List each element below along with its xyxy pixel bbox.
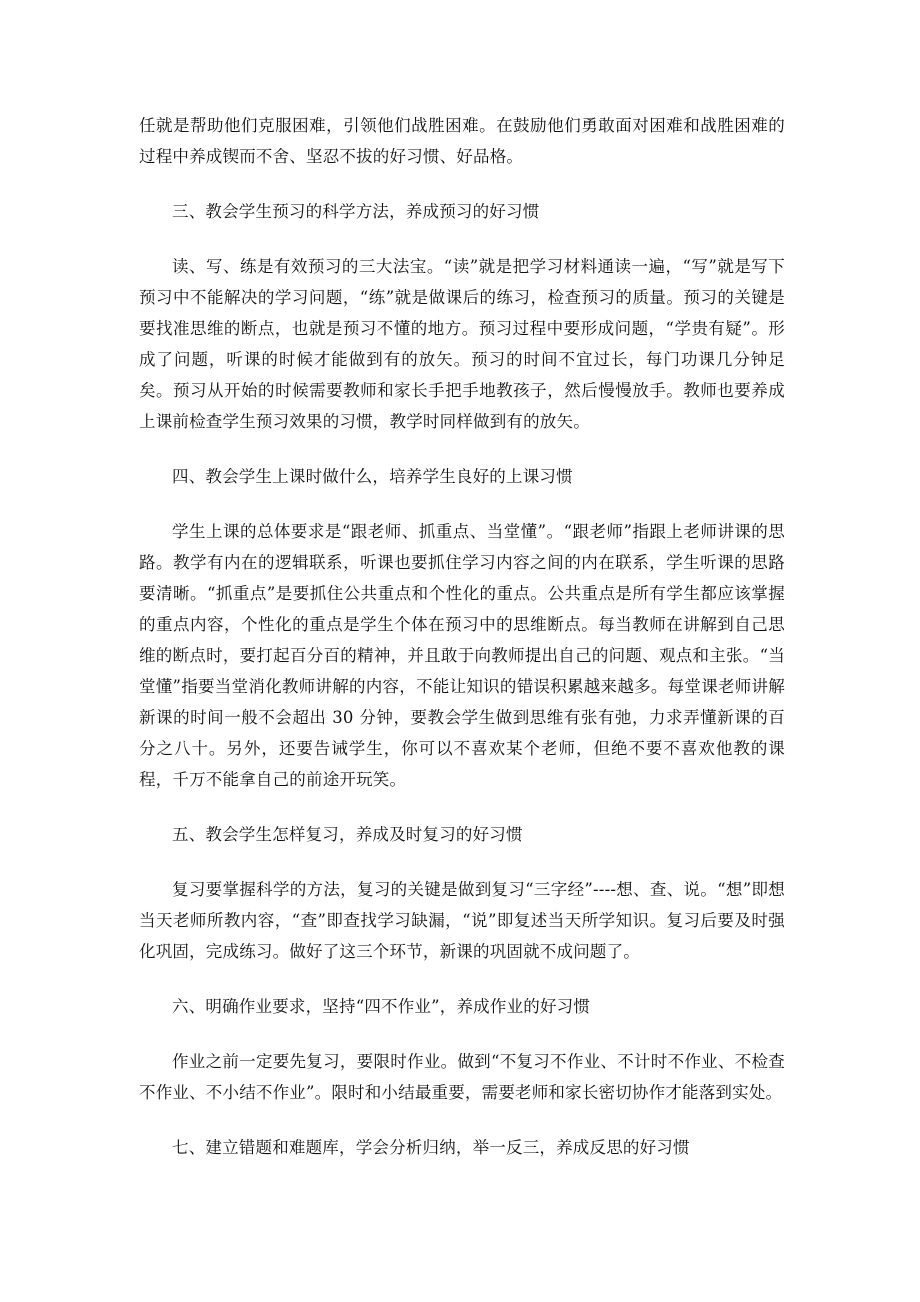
paragraph-intro-continued: 任就是帮助他们克服困难，引领他们战胜困难。在鼓励他们勇敢面对困难和战胜困难的过程中养成锲而不舍、坚忍不拔的好习惯、好品格。 [139, 116, 785, 166]
document-body [139, 110, 785, 1187]
paragraph-homework: 作业之前一定要先复习，要限时作业。做到“不复习不作业、不计时不作业、不检查不作业、不小结不作业”。限时和小结最重要，需要老师和家长密切协作才能落到实处。 [139, 1052, 785, 1102]
section-heading-4: 四、教会学生上课时做什么，培养学生良好的上课习惯 [172, 467, 573, 486]
section-heading-6: 六、明确作业要求，坚持“四不作业”，养成作业的好习惯 [172, 997, 591, 1016]
section-heading-5: 五、教会学生怎样复习，养成及时复习的好习惯 [172, 825, 523, 844]
paragraph-preview: 读、写、练是有效预习的三大法宝。“读”就是把学习材料通读一遍，“写”就是写下预习中不能解决的学习问题，“练”就是做课后的练习，检查预习的质量。预习的关键是要找准思维的断点，也就是预习不懂的地方。预习过程中要形成问题，“学贵有疑”。形成了问题，听课的时候才能做到有的放矢。预习的时间不宜过长，每门功课几分钟足矣。预习从开始的时候需要教师和家长手把手地教孩子，然后慢慢放手。教师也要养成上课前检查学生预习效果的习惯，教学时同样做到有的放矢。 [139, 257, 785, 431]
paragraph-review: 复习要掌握科学的方法，复习的关键是做到复习“三字经”----想、查、说。“想”即想当天老师所教内容，“查”即查找学习缺漏，“说”即复述当天所学知识。复习后要及时强化巩固，完成练习。做好了这三个环节，新课的巩固就不成问题了。 [139, 880, 785, 961]
section-heading-3: 三、教会学生预习的科学方法，养成预习的好习惯 [172, 202, 540, 221]
paragraph-class: 学生上课的总体要求是“跟老师、抓重点、当堂懂”。“跟老师”指跟上老师讲课的思路。教学有内在的逻辑联系，听课也要抓住学习内容之间的内在联系，学生听课的思路要清晰。“抓重点”是要抓住公共重点和个性化的重点。公共重点是所有学生都应该掌握的重点内容，个性化的重点是学生个体在预习中的思维断点。每当教师在讲解到自己思维的断点时，要打起百分百的精神，并且敢于向教师提出自己的问题、观点和主张。“当堂懂”指要当堂消化教师讲解的内容，不能让知识的错误积累越来越多。每堂课老师讲解新课的时间一般不会超出 30 分钟，要教会学生做到思维有张有弛，力求弄懂新课的百分之八十。另外，还要告诫学生，你可以不喜欢某个老师，但绝不要不喜欢他教的课程，千万不能拿自己的前途开玩笑。 [139, 522, 785, 789]
section-heading-7: 七、建立错题和难题库，学会分析归纳，举一反三，养成反思的好习惯 [172, 1138, 690, 1157]
